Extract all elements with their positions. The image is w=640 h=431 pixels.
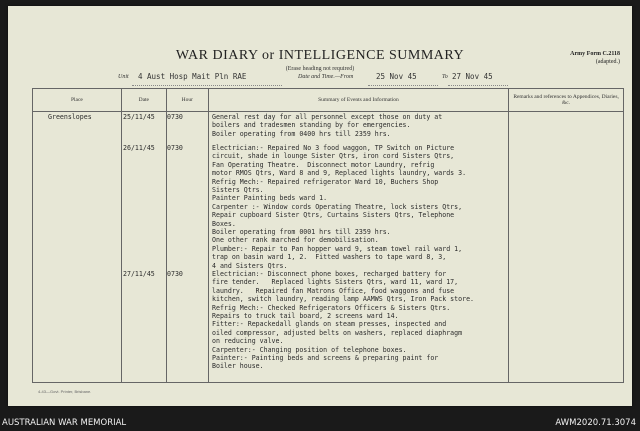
date-to-underline xyxy=(448,85,508,86)
to-label: To xyxy=(442,74,448,80)
unit-label: Unit xyxy=(118,74,129,80)
accession-number: AWM2020.71.3074 xyxy=(555,418,636,428)
header-row xyxy=(33,89,624,112)
column-hour: Hour xyxy=(166,89,208,112)
unit-underline xyxy=(132,85,282,86)
entry-date: 26/11/45 xyxy=(123,144,155,152)
date-label: Date and Time.—From xyxy=(298,74,354,80)
entry-summary: Electrician:- Disconnect phone boxes, recharged battery for fire tender. Replaced lights Sisters Qtrs, ward 11, ward 17, laundry. Repaired fan Matrons Office, food waggons and fuse kitchen, switch laundry, reading lamp AAMWS Qtrs, Iron Pack store. Refrig Mech:- Checked Refrigerators Officers & Sisters Qtrs. Repairs to truck tail board, 2 screens ward 14. Fitter:- Repackedall glands on steam presses, inspected and oiled compressor, adjusted belts on washers, replaced diaphragm on reducing valve. Carpenter:- Changing position of telephone boxes. Painter:- Painting beds and screens & preparing paint for Boiler house. xyxy=(212,270,475,371)
column-date: Date xyxy=(121,89,166,112)
entry-hour: 0730 xyxy=(167,144,183,152)
entry-hour: 0730 xyxy=(167,270,183,278)
entry-summary: Electrician:- Repaired No 3 food waggon, TP Switch on Picture circuit, shade in lounge Sister Qtrs, iron cord Sisters Qtrs, Fan Operating Theatre. Disconnect motor Laundry, refrig motor RMOS Qtrs, Ward 8 and 9, Replaced lights laundry, wards 3. Refrig Mech:- Repaired refrigerator Ward 10, Buchers Shop Sisters Qtrs. Painter Painting beds ward 1. Carpenter :- Window cords Operating Theatre, lock sisters Qtrs, Repair cupboard Sister Qtrs, Curtains Sisters Qtrs, Telephone Boxes. Boiler operating from 0001 hrs till 2359 hrs. One other rank marched for demobilisation. Plumber:- Repair to Pan hopper ward 9, steam towel rail ward 1, trap on basin ward 1, 2. Fitted washers to tape ward 8, 3, 4 and Sisters Qtrs. xyxy=(212,144,467,270)
date-from-underline xyxy=(368,85,438,86)
army-form-label xyxy=(570,50,620,66)
column-summary: Summary of Events and Information xyxy=(208,89,508,112)
page-subtitle: (Erase heading not required) xyxy=(285,66,355,72)
date-to: 27 Nov 45 xyxy=(452,72,493,81)
column-remarks: Remarks and references to Appendices, Diaries, &c. xyxy=(509,89,624,112)
entry-hour: 0730 xyxy=(167,113,183,121)
column-place: Place xyxy=(33,89,122,112)
army-form-note: (adapted.) xyxy=(595,59,620,65)
page-title: WAR DIARY or INTELLIGENCE SUMMARY xyxy=(175,48,465,63)
archive-caption: AUSTRALIAN WAR MEMORIAL xyxy=(2,418,127,428)
diary-sheet xyxy=(8,6,632,406)
army-form-number: Army Form C.2118 xyxy=(570,51,620,57)
date-from: 25 Nov 45 xyxy=(376,72,417,81)
printer-footnote: 4-43—Govt. Printer, Brisbane. xyxy=(38,389,92,394)
unit-value: 4 Aust Hosp Mait Pln RAE xyxy=(138,72,247,81)
entry-place: Greenslopes xyxy=(48,113,92,121)
entry-date: 27/11/45 xyxy=(123,270,155,278)
entry-summary: General rest day for all personnel except those on duty at boilers and tradesmen standing by for emergencies. Boiler operating from 0400 hrs till 2359 hrs. xyxy=(212,113,443,138)
entry-date: 25/11/45 xyxy=(123,113,155,121)
